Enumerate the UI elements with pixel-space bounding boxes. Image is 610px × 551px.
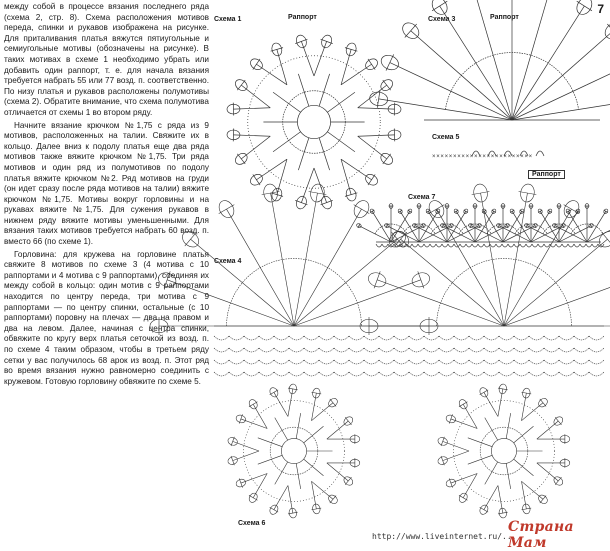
scheme-6-label: Схема 6	[238, 520, 265, 527]
paragraph-1: между собой в процессе вязания последнего ряда (схема 2, стр. 8). Схема расположения мотивов переда, спинки и рукавов изображена на рисунке. Для приталивания платья вяжутся пятиугольные и семиугольные мотивы (обозначены на рисунке). В таких мотивах в схеме 1 необходимо убрать или добавить один раппорт, т. е. для начала вязания требуется набрать 55 или 77 возд. п. соответственно. По низу платья и рукавов расположены полумотивы (схема 2). Обратите внимание, что схема полумотива отличается от схемы 1 во втором ряду.	[4, 2, 209, 119]
svg-text:×: ×	[520, 154, 524, 160]
paragraph-3: Горловина: для кружева на горловине платья свяжите 8 мотивов по схеме 3 (4 мотива с 10 раппортами и 4 мотива с 9 раппортами), соединяя их между собой в кольцо: один мотив с 9 раппортами находится по центру переда, три мотива с 9 раппортами — по центру спинки, остальные (с 10 раппортами) поровну на плечах — два на правом и два на левом. Далее, начиная с центра спинки, обвяжите по кругу верх платья сеточкой из возд. п. по схеме 4 таким образом, чтобы в третьем ряду сетки у вас получилось 68 арок из возд. п. Этот ряд во время вязания нужно равномерно соединить с кружевом. Готовую горловину обвяжите по схеме 5.	[4, 250, 209, 388]
scheme-5-rapport-label: Раппорт	[528, 170, 565, 179]
svg-text:×: ×	[461, 154, 465, 160]
svg-text:×: ×	[524, 154, 528, 160]
scheme-1-rapport-label: Раппорт	[288, 14, 317, 21]
svg-text:×: ×	[482, 154, 486, 160]
svg-text:×: ×	[436, 154, 440, 160]
svg-text:×: ×	[512, 154, 516, 160]
footer-url: http://www.liveinternet.ru/...	[372, 532, 517, 541]
svg-text:×: ×	[432, 154, 436, 160]
paragraph-2: Начните вязание крючком №1,75 с ряда из 9 мотивов, расположенных на талии. Свяжите их в кольцо. Далее вниз к подолу платья еще два ряда мотивов также вяжите крючком №1,75. Три ряда мотивов и один ряд из полумотивов по подолу платья вяжите крючком №2. Ряд мотивов на груди (он идет сразу после ряда мотивов на талии) вяжите крючком №1,75. Мотивы вокруг горловины и на рукавах вяжите №1,75. Для сужения рукавов в нижнем ряду вяжите мотивы уменьшенными. Для вязания таких мотивов требуется набрать 60 возд. п. вместо 66 (по схеме 1).	[4, 121, 209, 248]
scheme-1-diagram	[214, 22, 414, 222]
svg-text:×: ×	[516, 154, 520, 160]
svg-text:×: ×	[474, 154, 478, 160]
page-number: 7	[597, 2, 604, 16]
svg-text:×: ×	[449, 154, 453, 160]
svg-text:×: ×	[508, 154, 512, 160]
instructions-column	[4, 2, 209, 542]
scheme-5-label: Схема 5	[432, 134, 459, 141]
diagrams-area	[210, 0, 610, 546]
svg-text:×: ×	[529, 154, 533, 160]
scheme-3-label: Схема 3	[428, 16, 455, 23]
svg-text:×: ×	[487, 154, 491, 160]
svg-text:×: ×	[453, 154, 457, 160]
svg-text:×: ×	[491, 154, 495, 160]
svg-text:×: ×	[478, 154, 482, 160]
scheme-4-label: Схема 4	[214, 258, 241, 265]
scheme-3-rapport-label: Раппорт	[490, 14, 519, 21]
site-watermark: Страна Мам	[508, 519, 610, 551]
scheme-4-diagram	[214, 266, 604, 521]
svg-text:×: ×	[466, 154, 470, 160]
svg-text:×: ×	[499, 154, 503, 160]
svg-text:×: ×	[457, 154, 461, 160]
svg-text:×: ×	[503, 154, 507, 160]
svg-text:×: ×	[495, 154, 499, 160]
svg-text:×: ×	[470, 154, 474, 160]
scheme-7-label: Схема 7	[408, 194, 435, 201]
svg-text:×: ×	[445, 154, 449, 160]
scheme-3-diagram	[422, 20, 602, 130]
scheme-1-label: Схема 1	[214, 16, 241, 23]
svg-text:×: ×	[440, 154, 444, 160]
